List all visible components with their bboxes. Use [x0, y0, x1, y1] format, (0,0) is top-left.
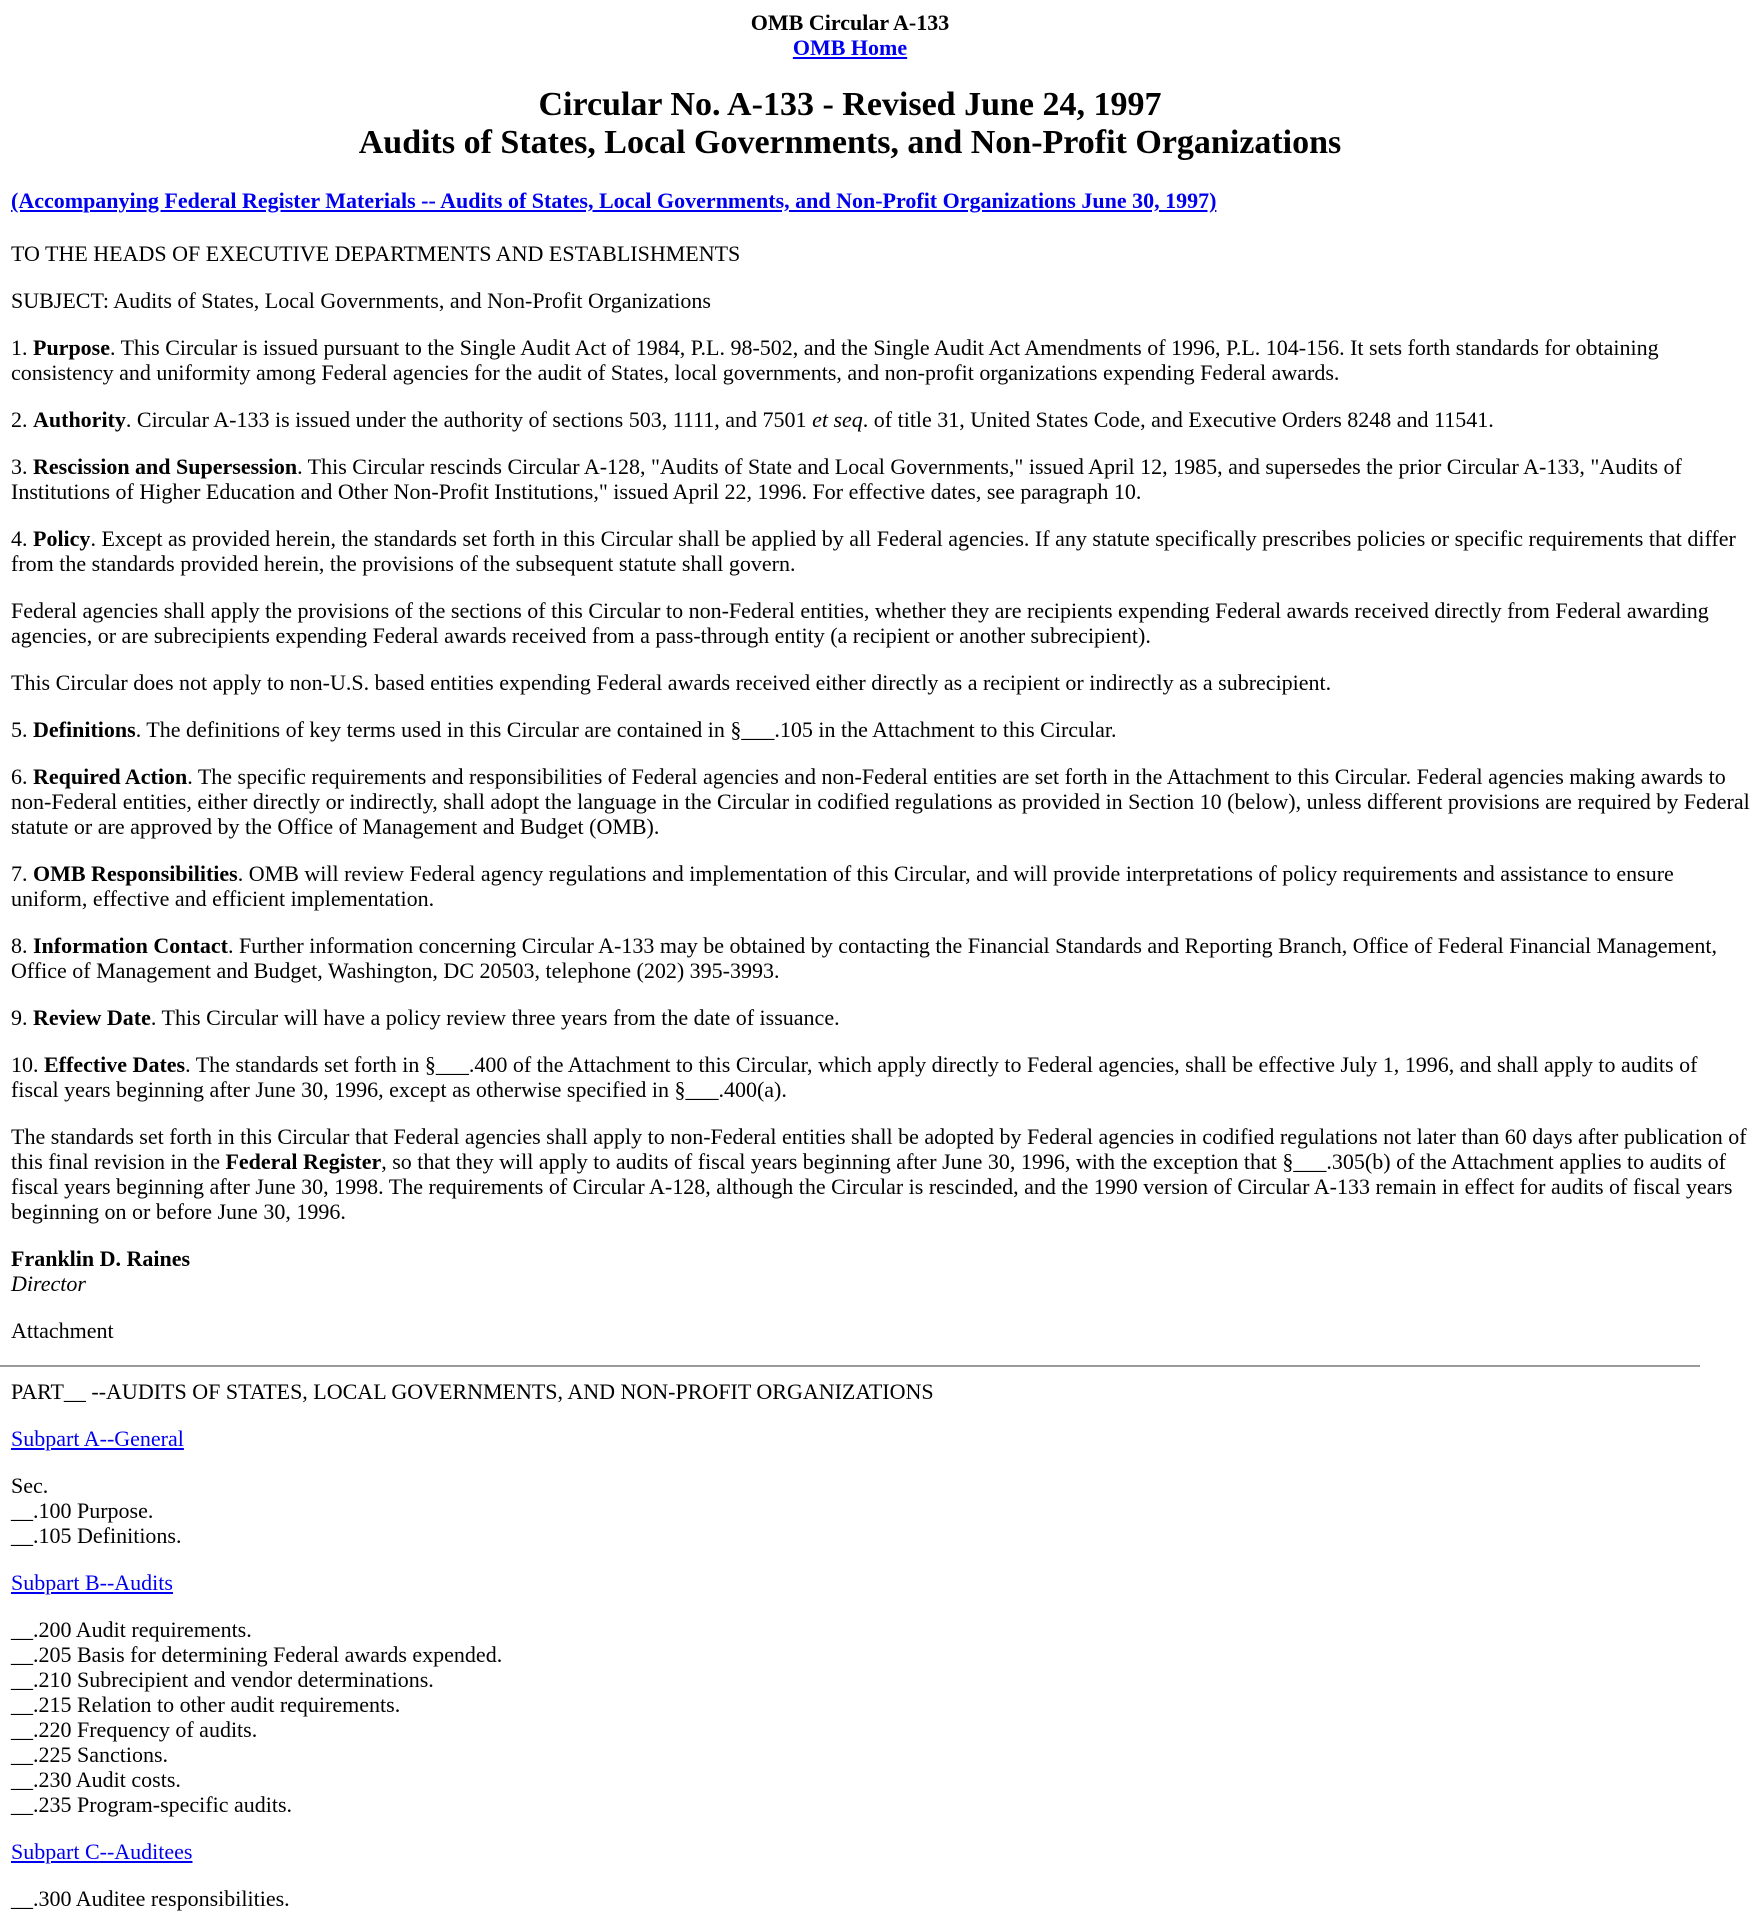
document-title	[0, 86, 1700, 162]
sec-label: Sec.	[11, 1473, 49, 1498]
signature-name: Franklin D. Raines	[11, 1246, 191, 1271]
paragraph-heading: OMB Responsibilities	[33, 861, 238, 886]
paragraph-heading: Authority	[33, 407, 126, 432]
paragraph-number: 5.	[11, 717, 33, 742]
paragraph-text: . This Circular rescinds Circular A-128, "Audits of State and Local Governments," issued April 12, 1985, and supersedes the prior Circular A-133, "Audits of	[297, 454, 1682, 479]
paragraph-review-date	[11, 1005, 1700, 1030]
paragraph-text: Federal agencies shall apply the provisions of the sections of this Circular to non-Federal entities, whether they are recipients expending Federal awards received directly from Federal awarding	[11, 598, 1709, 623]
section-item: __.205 Basis for determining Federal awards expended.	[11, 1642, 503, 1667]
paragraph-number: 2.	[11, 407, 33, 432]
paragraph-italic: et seq	[812, 407, 863, 432]
section-item: __.225 Sanctions.	[11, 1742, 169, 1767]
section-item: __.230 Audit costs.	[11, 1767, 181, 1792]
subpart-c-link[interactable]: Subpart C--Auditees	[11, 1839, 193, 1864]
paragraph-omb-responsibilities	[11, 861, 1700, 911]
paragraph-information-contact	[11, 933, 1717, 983]
paragraph-heading: Definitions	[33, 717, 136, 742]
paragraph-policy	[11, 526, 1736, 576]
signature-block	[11, 1246, 1700, 1296]
paragraph-text: . OMB will review Federal agency regulations and implementation of this Circular, and will provide interpretations of policy requirements and assistance to ensure	[237, 861, 1674, 886]
paragraph-effective-dates-standards	[11, 1124, 1747, 1224]
paragraph-number: 9.	[11, 1005, 33, 1030]
subpart-a-sections	[11, 1473, 1700, 1548]
paragraph-text: this final revision in the	[11, 1149, 226, 1174]
paragraph-text: . Further information concerning Circular A-133 may be obtained by contacting the Financial Standards and Reporting Branch, Office of Federal Financial Management,	[227, 933, 1717, 958]
subpart-a-link[interactable]: Subpart A--General	[11, 1426, 184, 1451]
attachment-label: Attachment	[11, 1318, 114, 1343]
paragraph-text: . The definitions of key terms used in this Circular are contained in §___.105 in the Attachment to this Circular.	[135, 717, 1117, 742]
signature-title: Director	[11, 1271, 86, 1296]
paragraph-text: non-Federal entities, either directly or indirectly, shall adopt the language in the Circular in codified regulations as provided in Section 10 (below), unless different provisions are required by Federal	[11, 789, 1750, 814]
paragraph-rescission	[11, 454, 1700, 504]
paragraph-heading: Required Action	[33, 764, 188, 789]
paragraph-text: . of title 31, United States Code, and Executive Orders 8248 and 11541.	[862, 407, 1494, 432]
paragraph-policy-non-us: This Circular does not apply to non-U.S. based entities expending Federal awards received either directly as a recipient or indirectly as a subrecipient.	[11, 670, 1332, 695]
section-item: __.235 Program-specific audits.	[11, 1792, 293, 1817]
paragraph-heading: Review Date	[33, 1005, 151, 1030]
paragraph-text: agencies, or are subrecipients expending Federal awards received from a pass-through entity (a recipient or another subrecipient).	[11, 623, 1151, 648]
paragraph-purpose	[11, 335, 1700, 385]
paragraph-heading: Purpose	[33, 335, 110, 360]
paragraph-policy-agencies	[11, 598, 1709, 648]
paragraph-text: , so that they will apply to audits of fiscal years beginning after June 30, 1996, with the exception that §___.305(b) of the Attachment applies to audits of	[381, 1149, 1726, 1174]
document-body	[0, 188, 1750, 1343]
attachment-body	[0, 1379, 1700, 1911]
paragraph-text: . Circular A-133 is issued under the authority of sections 503, 1111, and 7501	[125, 407, 813, 432]
subpart-b-sections	[11, 1617, 1700, 1817]
subject-line: SUBJECT: Audits of States, Local Governments, and Non-Profit Organizations	[11, 288, 711, 313]
part-heading: PART__ --AUDITS OF STATES, LOCAL GOVERNMENTS, AND NON-PROFIT ORGANIZATIONS	[11, 1379, 934, 1404]
paragraph-text: Office of Management and Budget, Washington, DC 20503, telephone (202) 395-3993.	[11, 958, 780, 983]
page-header	[0, 0, 1700, 60]
section-item: __.300 Auditee responsibilities.	[11, 1886, 290, 1911]
paragraph-text: . The specific requirements and responsibilities of Federal agencies and non-Federal entities are set forth in the Attachment to this Circular. Federal agencies making awards to	[187, 764, 1726, 789]
paragraph-heading: Information Contact	[33, 933, 228, 958]
federal-register-link[interactable]: (Accompanying Federal Register Materials -- Audits of States, Local Governments, and Non-Profit Organizations June 30, 1997)	[11, 188, 1217, 213]
paragraph-text: The standards set forth in this Circular that Federal agencies shall apply to non-Federal entities shall be adopted by Federal agencies in codified regulations not later than 60 days after publication of	[11, 1124, 1747, 1149]
omb-home-link[interactable]: OMB Home	[792, 35, 908, 60]
paragraph-number: 8.	[11, 933, 33, 958]
section-item: __.100 Purpose.	[11, 1498, 154, 1523]
document-title-line1: Circular No. A-133 - Revised June 24, 1997	[538, 86, 1162, 123]
paragraph-number: 10.	[11, 1052, 44, 1077]
paragraph-effective-dates	[11, 1052, 1700, 1102]
section-divider	[0, 1365, 1700, 1367]
circular-title: OMB Circular A-133	[750, 10, 950, 35]
paragraph-number: 4.	[11, 526, 33, 551]
document-title-line2: Audits of States, Local Governments, and Non-Profit Organizations	[358, 124, 1342, 161]
paragraph-text: . This Circular is issued pursuant to the Single Audit Act of 1984, P.L. 98-502, and the Single Audit Act Amendments of 1996, P.L. 104-156. It sets forth standards for obtaining	[110, 335, 1659, 360]
paragraph-heading: Effective Dates	[44, 1052, 186, 1077]
section-item: __.215 Relation to other audit requirements.	[11, 1692, 401, 1717]
paragraph-text: fiscal years beginning after June 30, 1996, except as otherwise specified in §___.400(a).	[11, 1077, 787, 1102]
paragraph-text: Institutions of Higher Education and Other Non-Profit Institutions," issued April 22, 1996. For effective dates, see paragraph 10.	[11, 479, 1142, 504]
section-item: __.105 Definitions.	[11, 1523, 182, 1548]
paragraph-text: uniform, effective and efficient implementation.	[11, 886, 435, 911]
paragraph-text: . Except as provided herein, the standards set forth in this Circular shall be applied by all Federal agencies. If any statute specifically prescribes policies or specific requirements that differ	[90, 526, 1736, 551]
paragraph-text: . This Circular will have a policy review three years from the date of issuance.	[150, 1005, 840, 1030]
paragraph-text: from the standards provided herein, the provisions of the subsequent statute shall govern.	[11, 551, 796, 576]
paragraph-text: consistency and uniformity among Federal agencies for the audit of States, local governments, and non-profit organizations expending Federal awards.	[11, 360, 1340, 385]
paragraph-number: 6.	[11, 764, 33, 789]
subpart-b-link[interactable]: Subpart B--Audits	[11, 1570, 173, 1595]
section-item: __.210 Subrecipient and vendor determinations.	[11, 1667, 434, 1692]
federal-register-term: Federal Register	[225, 1149, 382, 1174]
to-line: TO THE HEADS OF EXECUTIVE DEPARTMENTS AND ESTABLISHMENTS	[11, 241, 741, 266]
subpart-c-sections	[11, 1886, 1700, 1911]
paragraph-text: fiscal years beginning after June 30, 1998. The requirements of Circular A-128, although the Circular is rescinded, and the 1990 version of Circular A-133 remain in effect for audits of fiscal years	[11, 1174, 1733, 1199]
paragraph-number: 1.	[11, 335, 33, 360]
paragraph-number: 3.	[11, 454, 33, 479]
paragraph-definitions	[11, 717, 1700, 742]
paragraph-text: statute or are approved by the Office of Management and Budget (OMB).	[11, 814, 660, 839]
paragraph-heading: Rescission and Supersession	[33, 454, 298, 479]
paragraph-authority	[11, 407, 1700, 432]
section-item: __.200 Audit requirements.	[11, 1617, 252, 1642]
paragraph-text: . The standards set forth in §___.400 of the Attachment to this Circular, which apply directly to Federal agencies, shall be effective July 1, 1996, and shall apply to audits of	[185, 1052, 1698, 1077]
paragraph-heading: Policy	[33, 526, 91, 551]
paragraph-text: beginning on or before June 30, 1996.	[11, 1199, 346, 1224]
paragraph-required-action	[11, 764, 1750, 839]
section-item: __.220 Frequency of audits.	[11, 1717, 258, 1742]
paragraph-number: 7.	[11, 861, 33, 886]
